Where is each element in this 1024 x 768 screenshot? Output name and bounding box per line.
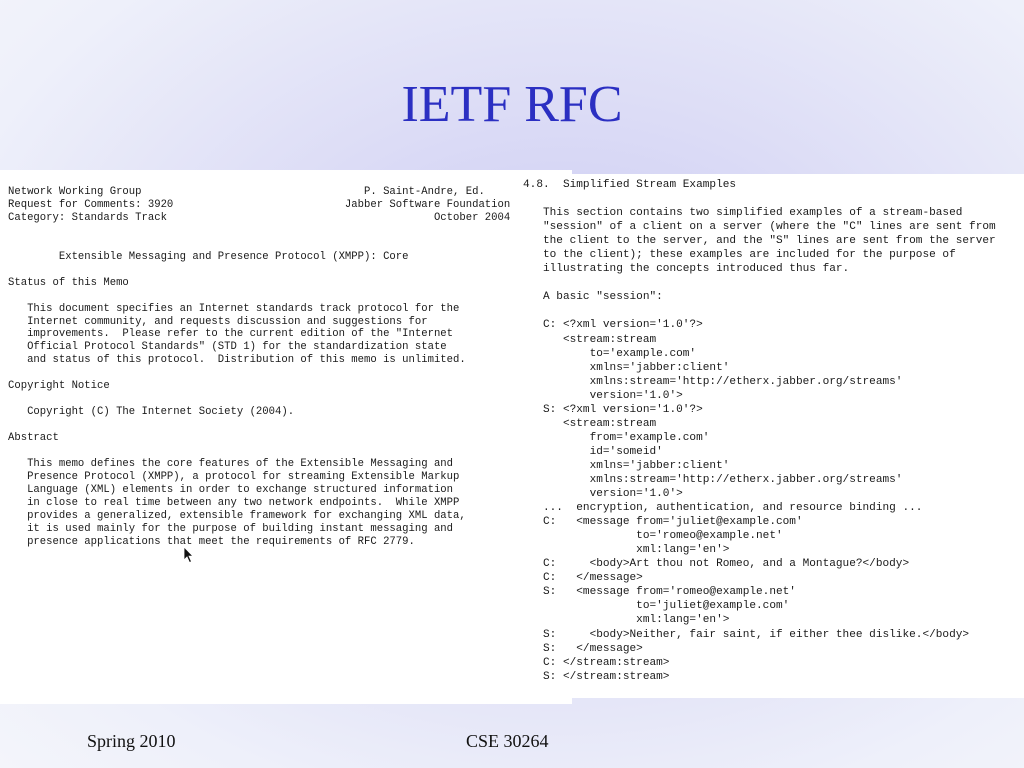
footer-course: CSE 30264	[466, 731, 549, 751]
stream-examples-screenshot	[517, 174, 1024, 698]
rfc-header-screenshot	[0, 170, 572, 704]
slide-title: IETF RFC	[401, 76, 623, 133]
rfc-header-text: Network Working Group P. Saint-Andre, Ed. Request for Comments: 3920 Jabber Software Foundation Category: Standards Track October 2004 Extensible Messaging and Presence Protocol (XMPP): Core Status of this Memo This document specifies an Internet standards track protocol for the Internet community, and requests discussion and suggestions for improvements. Please refer to the current edition of the "Internet Official Protocol Standards" (STD 1) for the standardization state and status of this protocol. Distribution of this memo is unlimited. Copyright Notice Copyright (C) The Internet Society (2004). Abstract This memo defines the core features of the Extensible Messaging and Presence Protocol (XMPP), a protocol for streaming Extensible Markup Language (XML) elements in order to exchange structured information in close to real time between any two network endpoints. While XMPP provides a generalized, extensible framework for exchanging XML data, it is used mainly for the purpose of building instant messaging and presence applications that meet the requirements of RFC 2779.	[8, 186, 511, 548]
footer-date: Spring 2010	[87, 731, 176, 751]
mouse-pointer-icon	[183, 546, 195, 564]
stream-examples-text: 4.8. Simplified Stream Examples This section contains two simplified examples of a stream-based "session" of a client on a server (where the "C" lines are sent from the client to the server, and the "S" lines are sent from the server to the client); these examples are included for the purpose of illustrating the concepts introduced thus far. A basic "session": C: <?xml version='1.0'?> <stream:stream to='example.com' xmlns='jabber:client' xmlns:stream='http://etherx.jabber.org/streams' version='1.0'> S: <?xml version='1.0'?> <stream:stream from='example.com' id='someid' xmlns='jabber:client' xmlns:stream='http://etherx.jabber.org/streams' version='1.0'> ... encryption, authentication, and resource binding ... C: <message from='juliet@example.com' to='romeo@example.net' xml:lang='en'> C: <body>Art thou not Romeo, and a Montague?</body> C: </message> S: <message from='romeo@example.net' to='juliet@example.com' xml:lang='en'> S: <body>Neither, fair saint, if either thee dislike.</body> S: </message> C: </stream:stream> S: </stream:stream>	[523, 179, 996, 683]
